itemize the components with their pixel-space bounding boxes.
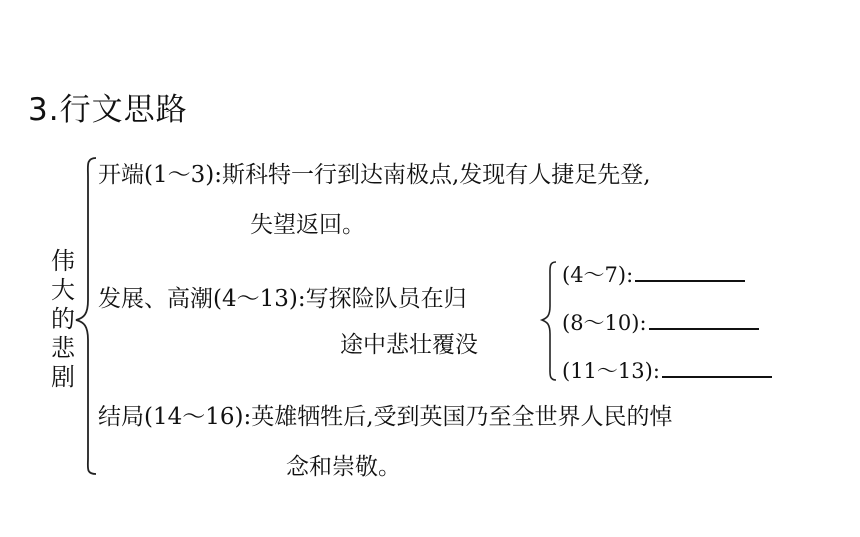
answer-blank-1[interactable]: [635, 260, 745, 282]
sub-item-1-label: (4～7):: [562, 263, 634, 287]
root-label: [48, 247, 78, 392]
root-label-char: 大: [51, 276, 75, 304]
root-label-char: 的: [51, 305, 75, 333]
opening-line-1: 开端(1～3):斯科特一行到达南极点,发现有人捷足先登,: [98, 162, 651, 188]
root-label-char: 伟: [51, 247, 75, 275]
answer-blank-2[interactable]: [649, 308, 759, 330]
sub-item-2: [562, 308, 759, 338]
sub-brace: [542, 262, 556, 380]
root-label-char: 剧: [51, 363, 75, 391]
ending-line-1: 结局(14～16):英雄牺牲后,受到英国乃至全世界人民的悼: [98, 404, 673, 430]
opening-line-2: 失望返回。: [250, 212, 365, 238]
answer-blank-3[interactable]: [662, 356, 772, 378]
development-label-line-2: 途中悲壮覆没: [340, 332, 478, 358]
section-heading: 3.行文思路: [28, 92, 188, 128]
sub-item-1: [562, 260, 745, 290]
ending-line-2: 念和崇敬。: [286, 454, 401, 480]
sub-item-3-label: (11～13):: [562, 359, 660, 383]
sub-item-2-label: (8～10):: [562, 311, 647, 335]
sub-item-3: [562, 356, 772, 386]
root-label-char: 悲: [51, 334, 75, 362]
main-brace: [76, 158, 96, 474]
development-label: 发展、高潮(4～13):写探险队员在归: [98, 286, 467, 312]
